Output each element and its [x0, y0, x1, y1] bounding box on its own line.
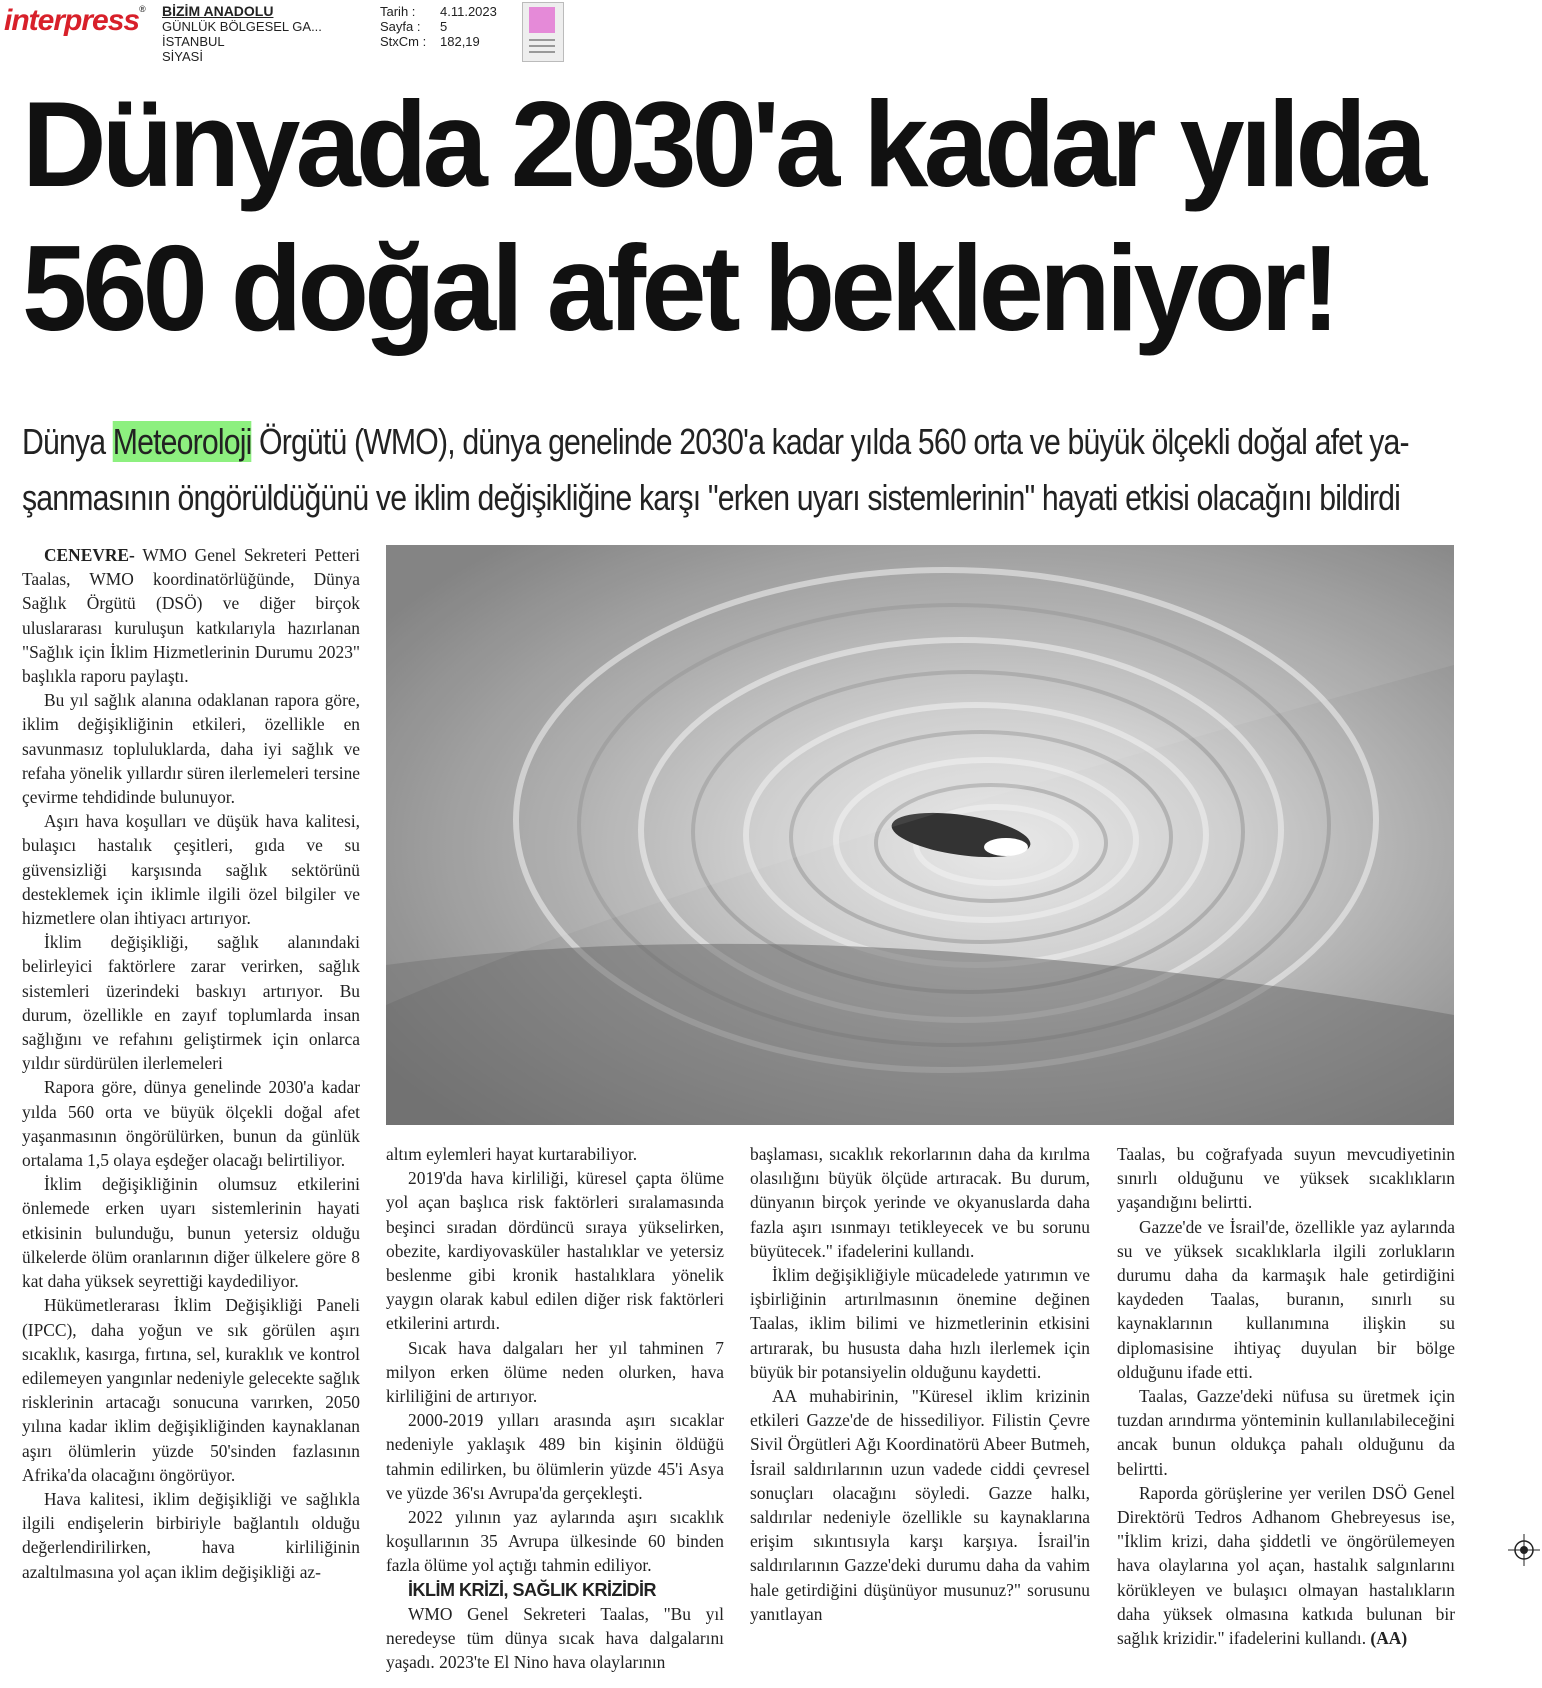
deck-line-2: şanmasının öngörüldüğünü ve iklim değişikliğine karşı "erken uyarı sistemlerinin" hayati etkisi olacağını bildirdi	[22, 477, 1400, 518]
headline-line-2: 560 doğal afet bekleniyor!	[22, 220, 1336, 356]
deck-highlight: Meteoroloji	[112, 421, 252, 462]
article-column-1	[22, 543, 360, 1584]
hurricane-satellite-photo	[386, 545, 1454, 1125]
article-column-3	[750, 1142, 1090, 1626]
meta-value: 5	[440, 19, 448, 34]
deck-text: Dünya	[22, 421, 113, 462]
paragraph: altım eylemleri hayat kurtarabiliyor.	[386, 1144, 638, 1164]
paragraph: İklim değişikliğinin olumsuz etkilerini önlemede erken uyarı sistemlerinin hayati etkisinin bulunduğu, bunun yetersiz olduğu ülkelerde ölüm oranlarının diğer ülkelere göre 8 kat daha yüksek seyrettiği kaydediliyor.	[22, 1174, 360, 1292]
paragraph: Aşırı hava koşulları ve düşük hava kalitesi, bulaşıcı hastalık çeşitleri, gıda ve su güvensizliği karşısında sağlık sektörünü desteklemek için iklimle ilgili özel bilgiler ve hizmetlere olan ihtiyacı artırıyor.	[22, 811, 360, 929]
interpress-logo: interpress®	[4, 4, 145, 37]
article-column-2	[386, 1142, 724, 1674]
clipping-header	[0, 0, 1542, 62]
meta-value: 4.11.2023	[440, 4, 497, 19]
headline	[22, 72, 1423, 360]
paragraph: Taalas, Gazze'deki nüfusa su üretmek için tuzdan arındırma yönteminin kullanılabileceğini ancak bunun oldukça pahalı olduğunu da belirtti.	[1117, 1386, 1455, 1479]
paragraph: Hava kalitesi, iklim değişikliği ve sağlıkla ilgili endişelerin birbiriyle bağlantılı olduğu değerlendirilirken, hava kirliliğinin azaltılmasına yol açan iklim değişikliği az-	[22, 1488, 360, 1582]
meta-label: Sayfa :	[380, 19, 421, 34]
paragraph: İklim değişikliğiyle mücadelede yatırımın ve işbirliğinin artırılmasının önemine değinen Taalas, iklim bilimi ve hizmetlerinin etkisini artırarak, bu hususta daha hızlı ilerlemek için büyük bir potansiyelin olduğunu kaydetti.	[750, 1265, 1090, 1382]
paragraph: Hükümetlerarası İklim Değişikliği Paneli (IPCC), daha yoğun ve sık görülen aşırı sıcaklık, kasırga, fırtına, sel, kuraklık ve kontrol edilemeyen yangınlar nedeniyle gelecekte sağlık risklerinin artacağı sonucuna varırken, 2050 yılına kadar iklim değişikliğinden kaynaklanan aşırı ölümlerin yüzde 50'sinden fazlasının Afrika'da olacağını öngörüyor.	[22, 1295, 361, 1485]
paragraph: Gazze'de ve İsrail'de, özellikle yaz aylarında su ve yüksek sıcaklıklarla ilgili zorlukların durumu daha da karmaşık hale getirdiğini kaydeden Taalas, buranın, sınırlı su kaynaklarının kullanımına ilişkin su diplomasisine ihtiyaç duyulan bir bölge olduğunu ifade etti.	[1117, 1216, 1455, 1382]
paragraph: Raporda görüşlerine yer verilen DSÖ Genel Direktörü Tedros Adhanom Ghebreyesus ise, "İklim krizi, daha şiddetli ve öngörülemeyen hava olaylarına yol açan, hastalık salgınlarını körükleyen ve bulaşıcı olmayan hastalıkların daha yüksek olmasına katkıda bulunan bir sağlık krizidir." ifadelerini kullandı.	[1117, 1482, 1455, 1649]
deck-text: Örgütü (WMO), dünya genelinde 2030'a kadar yılda 560 orta ve büyük ölçekli doğal afet ya-	[251, 421, 1409, 462]
paragraph: WMO Genel Sekreteri Taalas, "Bu yıl neredeyse tüm dünya sıcak hava dalgalarını yaşadı. 2023'te El Nino hava olaylarının	[386, 1603, 724, 1673]
page-thumbnail	[522, 2, 564, 62]
headline-line-1: Dünyada 2030'a kadar yılda	[22, 76, 1423, 212]
signature: (AA)	[1370, 1628, 1408, 1649]
paragraph: başlaması, sıcaklık rekorlarının daha da kırılma olasılığını büyük ölçüde artıracak. Bu durum, dünyanın birçok yerinde ve okyanuslarda daha fazla aşırı ısınmayı tetikleyecek ve bu sorunu büyütecek." ifadelerini kullandı.	[750, 1144, 1090, 1261]
meta-label: StxCm :	[380, 34, 427, 49]
publication-city: İSTANBUL	[162, 34, 225, 49]
crosshair-registration-icon	[1508, 1534, 1540, 1566]
paragraph: Taalas, bu coğrafyada suyun mevcudiyetinin sınırlı olduğunu ve yüksek sıcaklıkların yaşandığını belirtti.	[1117, 1144, 1455, 1213]
paragraph: 2000-2019 yılları arasında aşırı sıcaklar nedeniyle yaklaşık 489 bin kişinin öldüğü tahmin edilirken, bu ölümlerin yüzde 45'i Asya ve yüzde 36'sı Avrupa'da gerçekleşti.	[386, 1410, 724, 1503]
paragraph: WMO Genel Sekreteri Petteri Taalas, WMO koordinatörlüğünde, Dünya Sağlık Örgütü (DSÖ) ve diğer birçok uluslararası kuruluşun katkılarıyla hazırlanan "Sağlık için İklim Hizmetlerinin Durumu 2023" başlıkla raporu paylaştı.	[22, 545, 360, 687]
subheading: İKLİM KRİZİ, SAĞLIK KRİZİDİR	[408, 1579, 656, 1600]
article-column-4	[1117, 1142, 1455, 1650]
paragraph: 2019'da hava kirliliği, küresel çapta ölüme yol açan başlıca risk faktörleri sıralamasında beşinci sıradan dördüncü sıraya yükselirken, obezite, kardiyovasküler hastalıklar ve yetersiz beslenme gibi kronik hastalıklara yönelik yaygın olarak kabul edilen diğer risk faktörleri etkilerini artırdı.	[386, 1168, 724, 1334]
source-info	[162, 4, 322, 64]
deck	[22, 414, 1409, 526]
paragraph: Sıcak hava dalgaları her yıl tahminen 7 milyon erken ölüme neden olurken, hava kirliliğini de artırıyor.	[386, 1337, 724, 1407]
clip-meta	[380, 4, 497, 49]
paragraph: 2022 yılının yaz aylarında aşırı sıcaklık koşullarının 35 Avrupa ülkesinde 60 binden fazla ölüme yol açtığı tahmin ediliyor.	[386, 1507, 724, 1576]
paragraph: Rapora göre, dünya genelinde 2030'a kadar yılda 560 orta ve büyük ölçekli doğal afet yaşanmasının öngörülürken, bunun da günlük ortalama 1,5 olaya eşdeğer olacağı belirtiliyor.	[22, 1077, 360, 1171]
paragraph: Bu yıl sağlık alanına odaklanan rapora göre, iklim değişikliğinin etkileri, özellikle en savunmasız topluluklarda, daha iyi sağlık ve refaha yönelik yıllardır süren ilerlemeleri tersine çevirme tehdidinde bulunuyor.	[22, 690, 360, 808]
paragraph: İklim değişikliği, sağlık alanındaki belirleyici faktörlere zarar verirken, sağlık sistemleri üzerindeki baskıyı artırıyor. Bu durum, özellikle en zayıf toplumlarda insan sağlığını ve refahını geliştirmek için onlarca yıldır sürdürülen ilerlemeleri	[22, 932, 360, 1074]
publication-type: GÜNLÜK BÖLGESEL GA...	[162, 19, 322, 34]
meta-label: Tarih :	[380, 4, 416, 19]
dateline: CENEVRE-	[44, 545, 135, 565]
meta-value: 182,19	[440, 34, 480, 49]
publication-name: BİZİM ANADOLU	[162, 3, 274, 19]
publication-section: SİYASİ	[162, 49, 203, 64]
paragraph: AA muhabirinin, "Küresel iklim krizinin etkileri Gazze'de de hissediliyor. Filistin Çevre Sivil Örgütleri Ağı Koordinatörü Abeer Butmeh, İsrail saldırılarının uzun vadede ciddi çevresel sonuçları olacağını söyledi. Gazze halkı, saldırılar nedeniyle özellikle su kaynaklarına erişim sıkıntısıyla karşı karşıya. İsrail'in saldırılarının Gazze'deki durumu daha da vahim hale getirdiğini düşünüyor musunuz?" sorusunu yanıtlayan	[750, 1386, 1090, 1624]
